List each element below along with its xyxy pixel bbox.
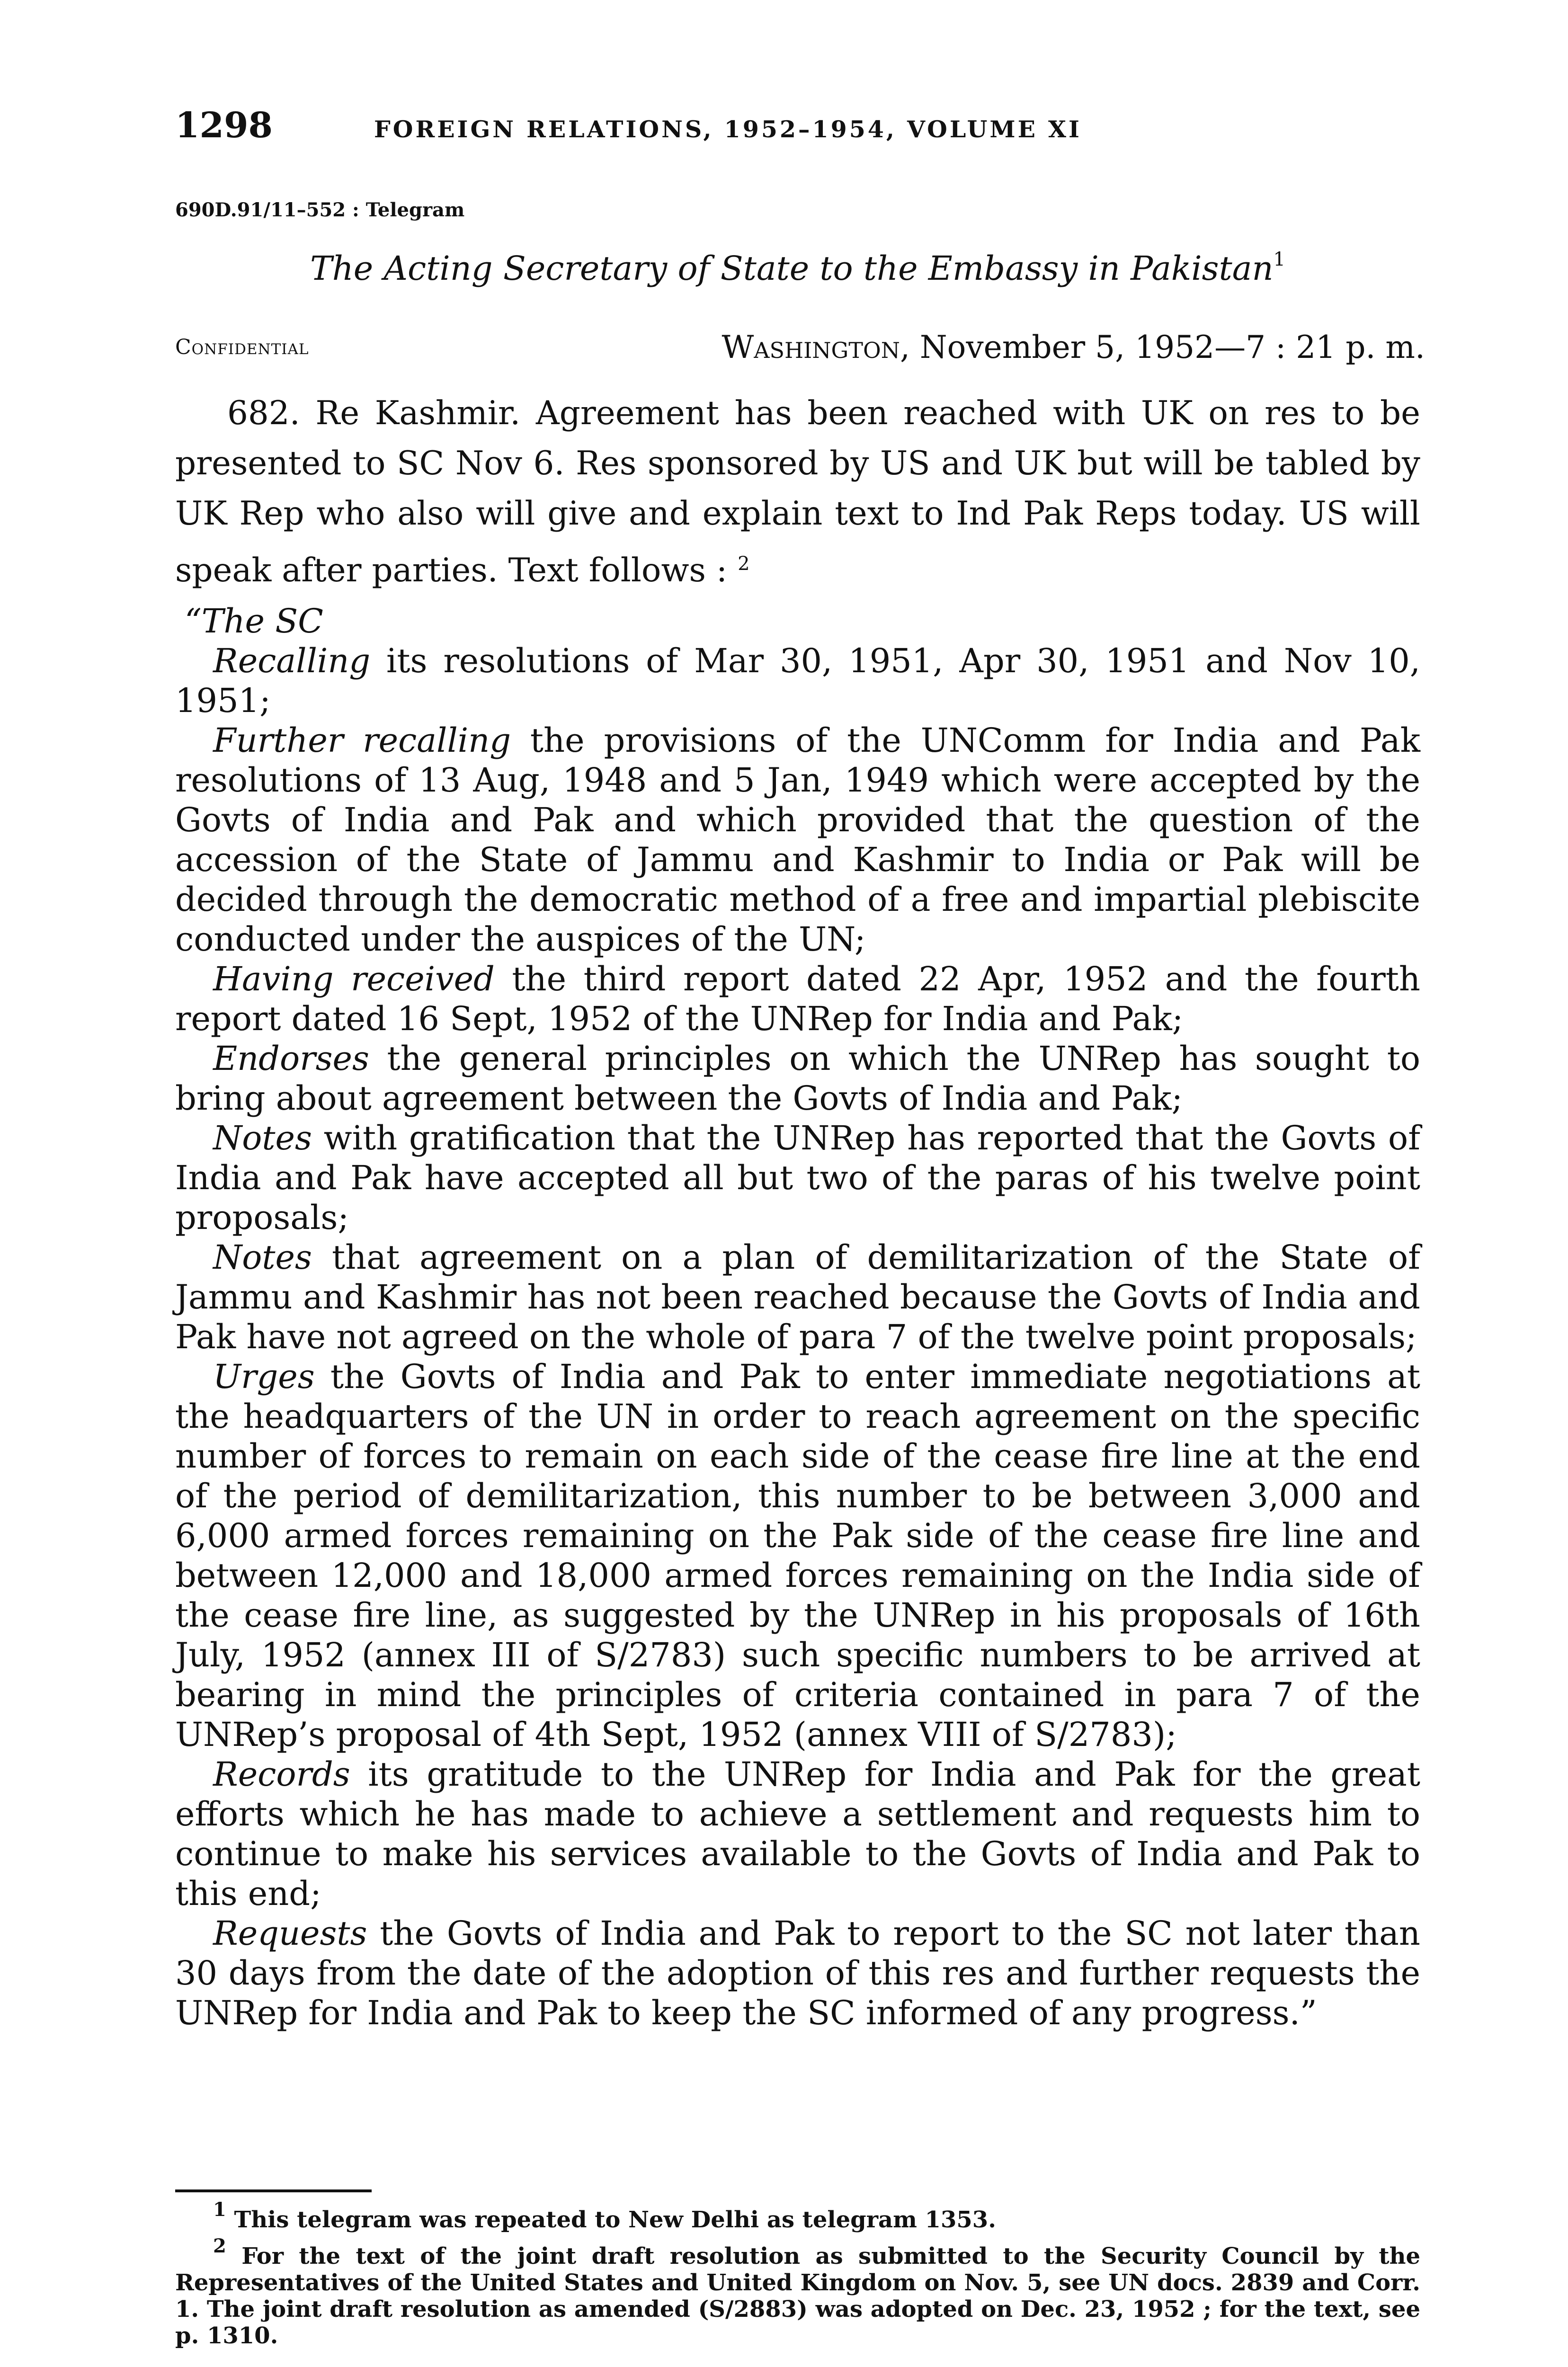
resolution-paragraph xyxy=(175,1237,1420,1357)
running-title: FOREIGN RELATIONS, 1952–1954, VOLUME XI xyxy=(374,116,1082,143)
resolution-paragraph-lead: Notes xyxy=(213,1119,312,1157)
dateline-date: , November 5, 1952—7 : 21 p. m. xyxy=(900,329,1425,365)
footnote-text: For the text of the joint draft resolution as submitted to the Security Council by the Representatives of the United States and United Kingdom on Nov. 5, see UN docs. 2839 and Corr. 1. The joint draft resolution as amended (S/2883) was adopted on Dec. 23, 1952 ; for the text, see p. 1310. xyxy=(175,2243,1420,2349)
resolution-paragraph-lead: Endorses xyxy=(213,1039,369,1078)
resolution-paragraph xyxy=(175,1039,1420,1118)
resolution-paragraph-lead: Records xyxy=(213,1755,350,1794)
resolution-paragraph xyxy=(175,721,1420,959)
resolution-paragraph-text: with gratification that the UNRep has reported that the Govts of India and Pak have accepted all but two of the paras of his twelve point proposals; xyxy=(175,1119,1420,1237)
document-heading xyxy=(170,249,1425,288)
dateline xyxy=(722,329,1425,365)
telegram-opening-paragraph xyxy=(175,388,1420,596)
resolution-paragraph-lead: Urges xyxy=(213,1357,315,1396)
page-number: 1298 xyxy=(175,105,273,146)
footnote-mark: 1 xyxy=(213,2198,226,2221)
document-title: The Acting Secretary of State to the Embassy in Pakistan xyxy=(310,249,1274,288)
footnote-ref-1: 1 xyxy=(1273,249,1285,270)
resolution-opening: “The SC xyxy=(185,602,323,641)
file-reference: 690D.91/11–552 : Telegram xyxy=(175,199,465,221)
footnote-mark: 2 xyxy=(213,2235,226,2257)
resolution-paragraph-lead: Notes xyxy=(213,1238,312,1277)
dateline-place: Washington xyxy=(722,329,900,365)
footnote-ref-2: 2 xyxy=(738,553,750,575)
resolution-paragraph-text: that agreement on a plan of demilitarization of the State of Jammu and Kashmir has not been reached because the Govts of India and Pak have not agreed on the whole of para 7 of the twelve point proposals; xyxy=(175,1238,1420,1356)
resolution-paragraph xyxy=(175,1754,1420,1913)
resolution-paragraph-lead: Recalling xyxy=(213,641,371,680)
footnote-text: This telegram was repeated to New Delhi as telegram 1353. xyxy=(226,2207,996,2233)
footnote xyxy=(175,2233,1420,2349)
resolution-paragraph xyxy=(175,1913,1420,2033)
resolution-paragraph-text: its resolutions of Mar 30, 1951, Apr 30, 1951 and Nov 10, 1951; xyxy=(175,641,1420,720)
resolution-paragraph-lead: Having received xyxy=(213,960,495,998)
resolution-paragraph-text: the provisions of the UNComm for India and Pak resolutions of 13 Aug, 1948 and 5 Jan, 1949 which were accepted by the Govts of India and Pak and which provided that the question of the accession of the State of Jammu and Kashmir to India or Pak will be decided through the democratic method of a free and impartial plebiscite conducted under the auspices of the UN; xyxy=(175,721,1420,959)
footnote-divider xyxy=(175,2189,372,2192)
classification-label: Confidential xyxy=(175,335,309,359)
resolution-paragraph xyxy=(175,641,1420,721)
footnote xyxy=(175,2197,1420,2233)
resolution-paragraph-text: the third report dated 22 Apr, 1952 and the fourth report dated 16 Sept, 1952 of the UNRep for India and Pak; xyxy=(175,960,1420,1038)
resolution-paragraph-text: the Govts of India and Pak to report to the SC not later than 30 days from the date of the adoption of this res and further requests the UNRep for India and Pak to keep the SC informed of any progress.” xyxy=(175,1914,1420,2032)
opening-text: 682. Re Kashmir. Agreement has been reached with UK on res to be presented to SC Nov 6. Res sponsored by US and UK but will be tabled by UK Rep who also will give and explain text to Ind Pak Reps today. US will speak after parties. Text follows : xyxy=(175,394,1420,589)
footnotes xyxy=(175,2197,1420,2349)
resolution-paragraph-lead: Further recalling xyxy=(213,721,511,760)
resolution-text xyxy=(175,601,1420,2033)
resolution-paragraph xyxy=(175,1118,1420,1237)
running-header xyxy=(170,105,1425,157)
resolution-paragraph xyxy=(175,959,1420,1039)
resolution-paragraph xyxy=(175,1357,1420,1754)
resolution-paragraph-text: the Govts of India and Pak to enter immediate negotiations at the headquarters of the UN in order to reach agreement on the specific number of forces to remain on each side of the cease fire line at the end of the period of demilitarization, this number to be between 3,000 and 6,000 armed forces remaining on the Pak side of the cease fire line and between 12,000 and 18,000 armed forces remaining on the India side of the cease fire line, as suggested by the UNRep in his proposals of 16th July, 1952 (annex III of S/2783) such specific numbers to be arrived at bearing in mind the principles of criteria contained in para 7 of the UNRep’s proposal of 4th Sept, 1952 (annex VIII of S/2783); xyxy=(175,1357,1420,1754)
resolution-paragraph-lead: Requests xyxy=(213,1914,367,1953)
resolution-paragraph-text: the general principles on which the UNRep has sought to bring about agreement between the Govts of India and Pak; xyxy=(175,1039,1420,1118)
resolution-paragraph-text: its gratitude to the UNRep for India and Pak for the great efforts which he has made to achieve a settlement and requests him to continue to make his services available to the Govts of India and Pak to this end; xyxy=(175,1755,1420,1913)
